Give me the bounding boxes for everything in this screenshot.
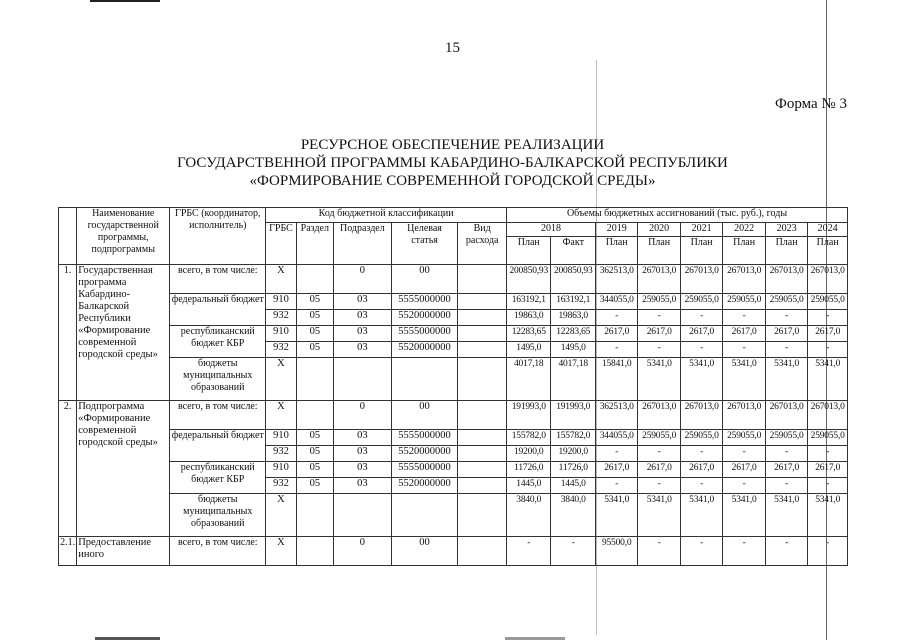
budget-value: - xyxy=(808,537,848,566)
budget-value: - xyxy=(765,342,807,358)
budget-value: - xyxy=(808,478,848,494)
budget-value: 3840,0 xyxy=(507,494,551,537)
section-name: Подпрограмма «Формирование современной городской среды» xyxy=(77,401,170,537)
budget-value: 259055,0 xyxy=(680,294,722,310)
funding-source-label: федеральный бюджет xyxy=(170,294,266,326)
budget-value: - xyxy=(638,478,680,494)
kbk-expense-type xyxy=(458,478,507,494)
kbk-grbs: 932 xyxy=(266,310,296,326)
header-plan: План xyxy=(595,237,637,265)
budget-value: 344055,0 xyxy=(595,294,637,310)
kbk-podrazdel: 03 xyxy=(334,294,392,310)
section-name: Предоставление иного xyxy=(77,537,170,566)
budget-value: - xyxy=(507,537,551,566)
header-num-col xyxy=(59,208,77,265)
funding-source-label: всего, в том числе: xyxy=(170,401,266,430)
budget-value: 259055,0 xyxy=(808,430,848,446)
budget-value: - xyxy=(808,446,848,462)
budget-value: - xyxy=(765,537,807,566)
kbk-podrazdel: 0 xyxy=(334,265,392,294)
kbk-razdel: 05 xyxy=(296,310,333,326)
budget-value: 15841,0 xyxy=(595,358,637,401)
budget-value: 1495,0 xyxy=(507,342,551,358)
kbk-target-article: 5520000000 xyxy=(391,478,458,494)
budget-value: 2617,0 xyxy=(723,462,765,478)
budget-value: 11726,0 xyxy=(551,462,595,478)
budget-value: 5341,0 xyxy=(723,358,765,401)
header-plan: План xyxy=(808,237,848,265)
budget-value: - xyxy=(680,478,722,494)
section-number: 2. xyxy=(59,401,77,537)
budget-value: 1445,0 xyxy=(507,478,551,494)
kbk-grbs: 910 xyxy=(266,326,296,342)
table-row xyxy=(59,265,848,294)
header-plan: План xyxy=(723,237,765,265)
kbk-grbs: X xyxy=(266,265,296,294)
kbk-razdel: 05 xyxy=(296,430,333,446)
title-line-3: «ФОРМИРОВАНИЕ СОВРЕМЕННОЙ ГОРОДСКОЙ СРЕДЫ» xyxy=(249,173,656,189)
table-row xyxy=(59,326,848,342)
budget-value: 259055,0 xyxy=(765,294,807,310)
budget-value: 344055,0 xyxy=(595,430,637,446)
kbk-grbs: X xyxy=(266,537,296,566)
budget-value: - xyxy=(595,342,637,358)
kbk-razdel: 05 xyxy=(296,446,333,462)
kbk-podrazdel: 03 xyxy=(334,430,392,446)
funding-source-label: республиканский бюджет КБР xyxy=(170,326,266,358)
kbk-expense-type xyxy=(458,310,507,326)
budget-value: 12283,65 xyxy=(507,326,551,342)
budget-value: 2617,0 xyxy=(595,462,637,478)
header-year-2018: 2018 xyxy=(507,223,596,237)
budget-value: 2617,0 xyxy=(680,462,722,478)
kbk-razdel: 05 xyxy=(296,326,333,342)
kbk-target-article: 5555000000 xyxy=(391,430,458,446)
funding-source-label: федеральный бюджет xyxy=(170,430,266,462)
kbk-target-article: 5555000000 xyxy=(391,462,458,478)
table-row xyxy=(59,358,848,401)
kbk-podrazdel: 03 xyxy=(334,310,392,326)
table-row xyxy=(59,401,848,430)
budget-value: - xyxy=(765,310,807,326)
kbk-expense-type xyxy=(458,401,507,430)
budget-value: 5341,0 xyxy=(638,358,680,401)
kbk-expense-type xyxy=(458,265,507,294)
table-row xyxy=(59,462,848,478)
kbk-target-article: 5520000000 xyxy=(391,446,458,462)
budget-value: - xyxy=(595,478,637,494)
header-volumes: Объемы бюджетных ассигнований (тыс. руб.), годы xyxy=(507,208,848,223)
table-row xyxy=(59,494,848,537)
budget-value: 267013,0 xyxy=(680,265,722,294)
kbk-target-article xyxy=(391,494,458,537)
header-plan: План xyxy=(680,237,722,265)
budget-value: - xyxy=(808,310,848,326)
budget-value: 362513,0 xyxy=(595,265,637,294)
funding-source-label: бюджеты муниципальных образований xyxy=(170,358,266,401)
header-name: Наименование государственной программы, подпрограммы xyxy=(77,208,170,265)
budget-value: 259055,0 xyxy=(638,430,680,446)
section-number: 1. xyxy=(59,265,77,401)
kbk-expense-type xyxy=(458,537,507,566)
budget-value: 5341,0 xyxy=(595,494,637,537)
budget-value: - xyxy=(723,478,765,494)
budget-value: 2617,0 xyxy=(808,462,848,478)
kbk-grbs: 910 xyxy=(266,462,296,478)
kbk-target-article xyxy=(391,358,458,401)
budget-value: 5341,0 xyxy=(680,358,722,401)
budget-value: 12283,65 xyxy=(551,326,595,342)
budget-value: 2617,0 xyxy=(765,462,807,478)
budget-value: 267013,0 xyxy=(723,401,765,430)
title-line-1: РЕСУРСНОЕ ОБЕСПЕЧЕНИЕ РЕАЛИЗАЦИИ xyxy=(300,137,605,153)
kbk-grbs: X xyxy=(266,401,296,430)
table-row xyxy=(59,537,848,566)
budget-value: 267013,0 xyxy=(808,401,848,430)
budget-value: - xyxy=(638,342,680,358)
budget-value: 3840,0 xyxy=(551,494,595,537)
kbk-grbs: X xyxy=(266,358,296,401)
kbk-razdel: 05 xyxy=(296,478,333,494)
budget-value: - xyxy=(723,310,765,326)
funding-source-label: всего, в том числе: xyxy=(170,537,266,566)
kbk-expense-type xyxy=(458,446,507,462)
budget-value: 2617,0 xyxy=(808,326,848,342)
header-year-2024: 2024 xyxy=(808,223,848,237)
budget-value: 267013,0 xyxy=(765,401,807,430)
header-cs: Целевая статья xyxy=(391,223,458,265)
budget-value: 5341,0 xyxy=(680,494,722,537)
section-name: Государственная программа Кабардино-Балкарской Республики «Формирование современной городской среды» xyxy=(77,265,170,401)
budget-value: - xyxy=(680,310,722,326)
kbk-podrazdel: 03 xyxy=(334,326,392,342)
budget-value: 19863,0 xyxy=(507,310,551,326)
budget-value: 267013,0 xyxy=(638,401,680,430)
kbk-razdel: 05 xyxy=(296,342,333,358)
budget-value: 5341,0 xyxy=(808,494,848,537)
budget-value: 155782,0 xyxy=(551,430,595,446)
kbk-podrazdel: 0 xyxy=(334,401,392,430)
header-year-2022: 2022 xyxy=(723,223,765,237)
budget-value: 4017,18 xyxy=(551,358,595,401)
kbk-podrazdel: 03 xyxy=(334,462,392,478)
budget-value: 95500,0 xyxy=(595,537,637,566)
header-kbk-grbs: ГРБС xyxy=(266,223,296,265)
header-razdel: Раздел xyxy=(296,223,333,265)
kbk-target-article: 00 xyxy=(391,537,458,566)
budget-value: 5341,0 xyxy=(638,494,680,537)
kbk-podrazdel: 03 xyxy=(334,342,392,358)
budget-value: 19863,0 xyxy=(551,310,595,326)
budget-value: 259055,0 xyxy=(765,430,807,446)
budget-value: - xyxy=(551,537,595,566)
budget-value: 267013,0 xyxy=(680,401,722,430)
kbk-target-article: 00 xyxy=(391,265,458,294)
kbk-podrazdel: 03 xyxy=(334,478,392,494)
funding-source-label: бюджеты муниципальных образований xyxy=(170,494,266,537)
budget-value: 11726,0 xyxy=(507,462,551,478)
kbk-grbs: 910 xyxy=(266,430,296,446)
kbk-podrazdel: 03 xyxy=(334,446,392,462)
kbk-grbs: 932 xyxy=(266,446,296,462)
budget-value: - xyxy=(680,342,722,358)
budget-value: 2617,0 xyxy=(765,326,807,342)
budget-value: 2617,0 xyxy=(723,326,765,342)
kbk-podrazdel xyxy=(334,358,392,401)
kbk-expense-type xyxy=(458,326,507,342)
budget-value: 267013,0 xyxy=(723,265,765,294)
kbk-razdel xyxy=(296,358,333,401)
budget-value: - xyxy=(638,537,680,566)
header-grbs: ГРБС (координатор, исполнитель) xyxy=(170,208,266,265)
budget-value: 259055,0 xyxy=(680,430,722,446)
budget-value: - xyxy=(680,537,722,566)
kbk-razdel: 05 xyxy=(296,294,333,310)
budget-value: 19200,0 xyxy=(507,446,551,462)
budget-value: - xyxy=(723,342,765,358)
kbk-target-article: 5520000000 xyxy=(391,342,458,358)
budget-value: 163192,1 xyxy=(507,294,551,310)
page-number: 15 xyxy=(445,40,460,56)
funding-source-label: всего, в том числе: xyxy=(170,265,266,294)
budget-value: - xyxy=(765,446,807,462)
kbk-grbs: 932 xyxy=(266,342,296,358)
scan-artifact-top xyxy=(90,0,160,2)
kbk-podrazdel xyxy=(334,494,392,537)
kbk-grbs: 910 xyxy=(266,294,296,310)
header-kbk: Код бюджетной классификации xyxy=(266,208,507,223)
kbk-expense-type xyxy=(458,342,507,358)
budget-value: 2617,0 xyxy=(595,326,637,342)
budget-value: - xyxy=(765,478,807,494)
section-number: 2.1. xyxy=(59,537,77,566)
budget-value: 259055,0 xyxy=(808,294,848,310)
budget-value: - xyxy=(808,342,848,358)
budget-value: 1445,0 xyxy=(551,478,595,494)
budget-value: 4017,18 xyxy=(507,358,551,401)
budget-value: - xyxy=(638,310,680,326)
kbk-target-article: 5520000000 xyxy=(391,310,458,326)
kbk-target-article: 5555000000 xyxy=(391,294,458,310)
budget-value: 2617,0 xyxy=(680,326,722,342)
header-plan: План xyxy=(507,237,551,265)
header-vr: Вид расхода xyxy=(458,223,507,265)
kbk-razdel xyxy=(296,265,333,294)
kbk-grbs: 932 xyxy=(266,478,296,494)
budget-value: 163192,1 xyxy=(551,294,595,310)
budget-value: - xyxy=(723,446,765,462)
kbk-expense-type xyxy=(458,462,507,478)
budget-value: 267013,0 xyxy=(638,265,680,294)
budget-value: 5341,0 xyxy=(765,494,807,537)
budget-value: 259055,0 xyxy=(723,430,765,446)
kbk-razdel: 05 xyxy=(296,462,333,478)
kbk-podrazdel: 0 xyxy=(334,537,392,566)
budget-value: 5341,0 xyxy=(723,494,765,537)
kbk-grbs: X xyxy=(266,494,296,537)
budget-value: - xyxy=(723,537,765,566)
kbk-razdel xyxy=(296,494,333,537)
budget-value: 191993,0 xyxy=(507,401,551,430)
budget-value: 2617,0 xyxy=(638,462,680,478)
resource-table xyxy=(58,207,848,566)
budget-value: 362513,0 xyxy=(595,401,637,430)
header-fact: Факт xyxy=(551,237,595,265)
form-label: Форма № 3 xyxy=(775,96,847,112)
table-row xyxy=(59,294,848,310)
budget-value: 259055,0 xyxy=(638,294,680,310)
budget-value: 19200,0 xyxy=(551,446,595,462)
budget-value: - xyxy=(595,310,637,326)
funding-source-label: республиканский бюджет КБР xyxy=(170,462,266,494)
document-title xyxy=(0,136,905,190)
title-line-2: ГОСУДАРСТВЕННОЙ ПРОГРАММЫ КАБАРДИНО-БАЛКАРСКОЙ РЕСПУБЛИКИ xyxy=(177,155,728,171)
header-plan: План xyxy=(638,237,680,265)
header-year-2021: 2021 xyxy=(680,223,722,237)
budget-value: 200850,93 xyxy=(551,265,595,294)
budget-value: 259055,0 xyxy=(723,294,765,310)
kbk-target-article: 5555000000 xyxy=(391,326,458,342)
kbk-expense-type xyxy=(458,430,507,446)
header-year-2023: 2023 xyxy=(765,223,807,237)
kbk-razdel xyxy=(296,537,333,566)
budget-value: 2617,0 xyxy=(638,326,680,342)
table-row xyxy=(59,430,848,446)
budget-value: - xyxy=(680,446,722,462)
header-plan: План xyxy=(765,237,807,265)
kbk-target-article: 00 xyxy=(391,401,458,430)
budget-value: 5341,0 xyxy=(765,358,807,401)
budget-value: 5341,0 xyxy=(808,358,848,401)
header-year-2019: 2019 xyxy=(595,223,637,237)
budget-value: - xyxy=(595,446,637,462)
budget-value: 191993,0 xyxy=(551,401,595,430)
kbk-expense-type xyxy=(458,294,507,310)
header-podrazdel: Подраздел xyxy=(334,223,392,265)
kbk-expense-type xyxy=(458,494,507,537)
budget-value: - xyxy=(638,446,680,462)
budget-value: 267013,0 xyxy=(765,265,807,294)
kbk-expense-type xyxy=(458,358,507,401)
budget-value: 267013,0 xyxy=(808,265,848,294)
budget-value: 155782,0 xyxy=(507,430,551,446)
header-year-2020: 2020 xyxy=(638,223,680,237)
budget-value: 200850,93 xyxy=(507,265,551,294)
kbk-razdel xyxy=(296,401,333,430)
budget-value: 1495,0 xyxy=(551,342,595,358)
